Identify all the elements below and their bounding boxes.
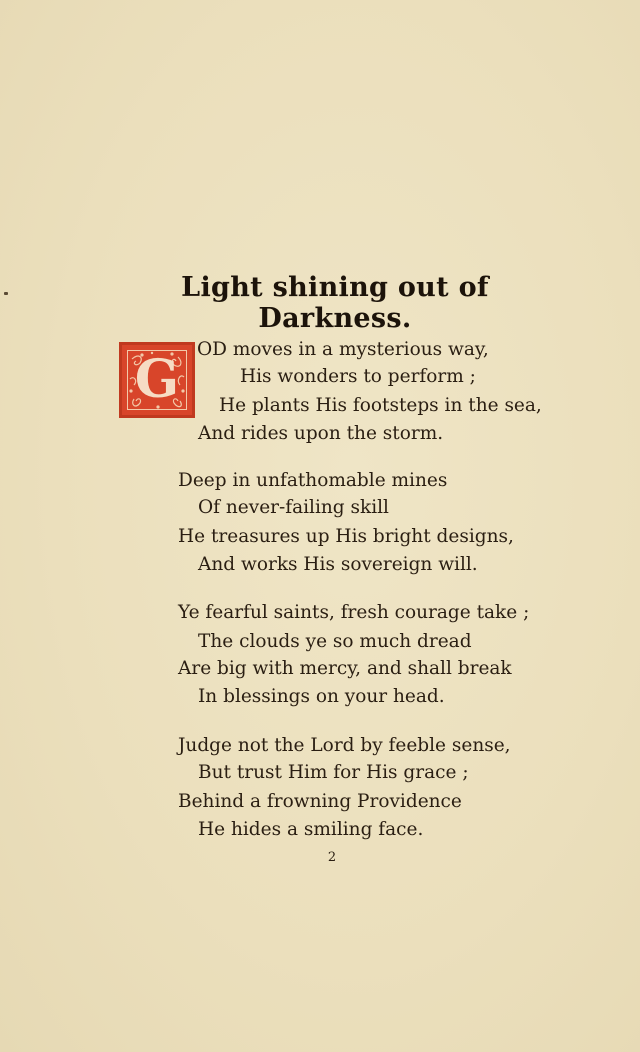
poem-line: Of never-failing skill (198, 497, 389, 518)
poem-line: In blessings on your head. (198, 686, 445, 707)
poem-line: He treasures up His bright designs, (178, 526, 514, 547)
poem-line: His wonders to perform ; (240, 366, 476, 387)
poem-line: He hides a smiling face. (198, 819, 424, 840)
poem-line: Judge not the Lord by feeble sense, (178, 735, 511, 756)
poem-line: But trust Him for His grace ; (198, 762, 469, 783)
poem-line: OD moves in a mysterious way, (197, 339, 489, 360)
poem-line: Deep in unfathomable mines (178, 470, 448, 491)
illuminated-initial (119, 342, 195, 418)
page-number: 2 (327, 850, 337, 865)
poem-line: The clouds ye so much dread (198, 631, 472, 652)
poem-line: And works His sovereign will. (198, 554, 478, 575)
poem-title: Light shining out of Darkness. (181, 272, 489, 334)
poem-line: Behind a frowning Providence (178, 791, 462, 812)
poem-line: And rides upon the storm. (198, 423, 444, 444)
poem-line: He plants His footsteps in the sea, (219, 395, 542, 416)
initial-letter: G (134, 349, 180, 410)
margin-mark (4, 292, 8, 295)
poem-line: Ye fearful saints, fresh courage take ; (178, 602, 530, 623)
poem-line: Are big with mercy, and shall break (178, 658, 512, 679)
